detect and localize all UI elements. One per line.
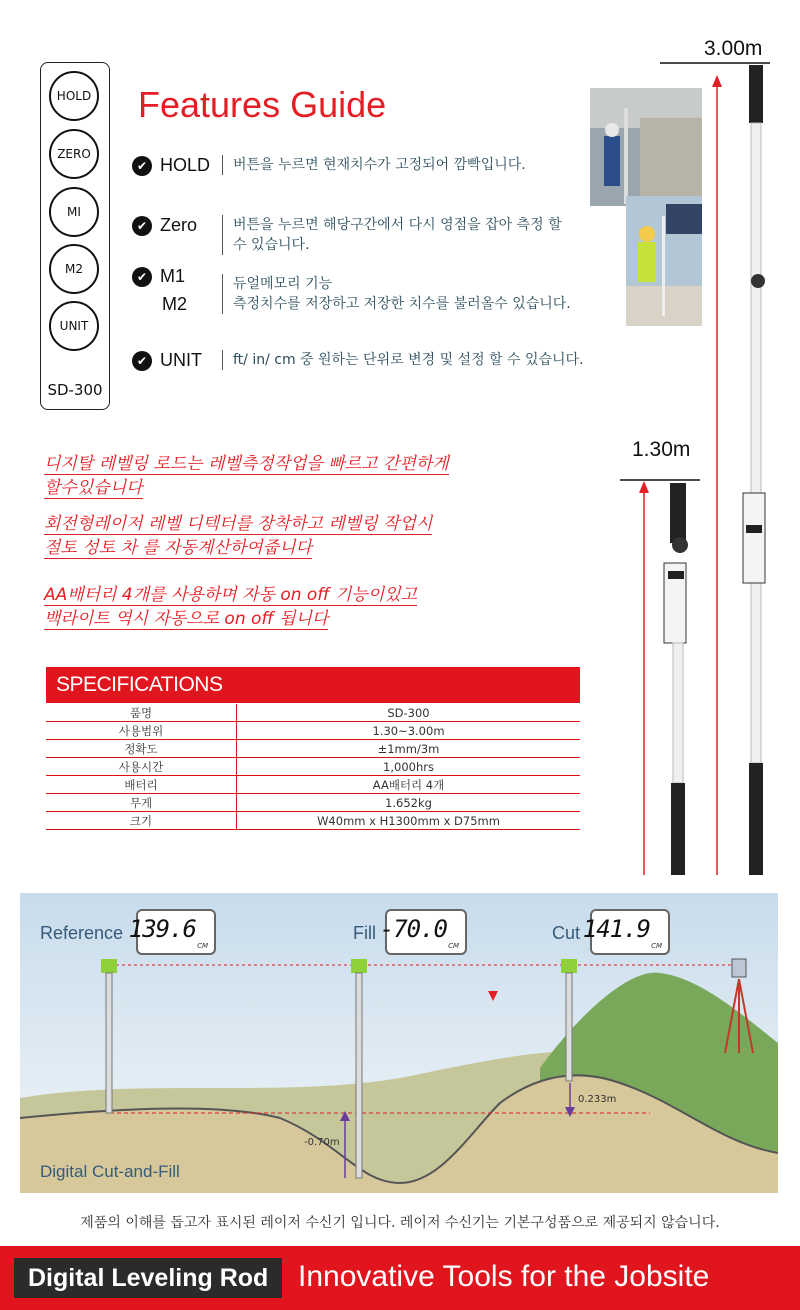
check-icon: ✔ [132, 216, 152, 236]
feature-unit-name: UNIT [160, 350, 202, 370]
reference-label: Reference [40, 923, 124, 943]
note-2-line1: 회전형레이저 레벨 디텍터를 장착하고 레벨링 작업시 [44, 514, 433, 534]
check-icon: ✔ [132, 156, 152, 176]
spec-key: 정확도 [46, 740, 237, 758]
table-row [46, 740, 580, 758]
feature-hold-desc: 버튼을 누르면 현재치수가 고정되어 깜빡입니다. [222, 155, 526, 175]
feature-zero [132, 215, 197, 236]
feature-m1-name: M1 [160, 266, 186, 286]
spec-key: 크기 [46, 812, 237, 830]
table-row [46, 776, 580, 794]
spec-header [46, 667, 580, 703]
feature-memory-desc-line1: 듀얼메모리 기능 [233, 276, 333, 292]
spec-value: W40mm x H1300mm x D75mm [237, 812, 581, 830]
m1-key [49, 187, 99, 237]
spec-value: AA배터리 4개 [237, 776, 581, 794]
check-icon: ✔ [132, 267, 152, 287]
spec-key: 사용시간 [46, 758, 237, 776]
spec-value: 1.652kg [237, 794, 581, 812]
reference-display [128, 909, 216, 955]
feature-hold [132, 155, 210, 176]
height-arrow-short [639, 481, 649, 875]
fill-offset: -0.70m [304, 1137, 340, 1148]
table-row [46, 758, 580, 776]
footer-banner [0, 1246, 800, 1310]
note-1-line2: 할수있습니다 [44, 478, 143, 498]
diagram-caption: Digital Cut-and-Fill [40, 1162, 180, 1181]
spec-value: 1,000hrs [237, 758, 581, 776]
unit-key-label: UNIT [59, 319, 89, 333]
spec-table [46, 704, 580, 830]
spec-value: ±1mm/3m [237, 740, 581, 758]
fill-label: Fill [353, 923, 376, 943]
cut-display [582, 909, 670, 955]
product-tag: Digital Leveling Rod [14, 1258, 282, 1298]
rods-illustration [620, 55, 780, 885]
unit-key [49, 301, 99, 351]
feature-zero-desc: 버튼을 누르면 해당구간에서 다시 영점을 잡아 측정 할 수 있습니다. [222, 215, 563, 255]
rod-min-label: 1.30m [632, 438, 691, 461]
fill-unit: CM [448, 942, 459, 950]
feature-memory-desc-line2: 측정치수를 저장하고 저장한 치수를 불러올수 있습니다. [233, 296, 571, 312]
spec-heading: SPECIFICATIONS [56, 673, 223, 696]
spec-value: 1.30~3.00m [237, 722, 581, 740]
spec-value: SD-300 [237, 704, 581, 722]
table-row [46, 812, 580, 830]
spec-key: 무게 [46, 794, 237, 812]
feature-unit-desc: ft/ in/ cm 중 원하는 단위로 변경 및 설정 할 수 있습니다. [222, 350, 584, 370]
zero-key [49, 129, 99, 179]
slogan: Innovative Tools for the Jobsite [298, 1260, 710, 1293]
page-title: Features Guide [138, 84, 387, 125]
spec-key: 품명 [46, 704, 237, 722]
collapsed-rod [664, 483, 688, 875]
table-row [46, 794, 580, 812]
m1-key-label: MI [67, 205, 81, 219]
feature-m2-name: M2 [162, 294, 188, 314]
note-1-line1: 디지탈 레벨링 로드는 레벨측정작업을 빠르고 간편하게 [44, 454, 449, 474]
hold-key [49, 71, 99, 121]
note-3-line1: AA배터리 4개를 사용하며 자동 on off 기능이있고 [44, 585, 418, 605]
cut-label: Cut [552, 923, 581, 943]
cut-offset: 0.233m [578, 1094, 617, 1105]
device-model: SD-300 [47, 381, 103, 399]
table-row [46, 722, 580, 740]
rod-max-label: 3.00m [704, 37, 763, 60]
height-arrow-tall [712, 75, 722, 875]
check-icon: ✔ [132, 351, 152, 371]
note-3-line2: 백라이트 역시 자동으로 on off 됩니다 [44, 609, 329, 629]
reference-value: 139.6 [128, 915, 196, 943]
m2-key [49, 244, 99, 294]
feature-zero-name: Zero [160, 215, 198, 235]
cut-value: 141.9 [582, 915, 650, 943]
device-panel [40, 62, 110, 410]
hold-key-label: HOLD [56, 89, 92, 103]
spec-key: 사용범위 [46, 722, 237, 740]
note-1 [44, 452, 449, 500]
feature-memory-desc [222, 274, 571, 314]
table-row [46, 704, 580, 722]
disclaimer: 제품의 이해를 돕고자 표시된 레이저 수신기 입니다. 레이저 수신기는 기본구성품으로 제공되지 않습니다. [80, 1215, 720, 1231]
m2-key-label: M2 [65, 262, 83, 276]
note-3 [44, 583, 417, 631]
extended-rod [743, 65, 765, 875]
note-2-line2: 절토 성토 차 를 자동계산하여줍니다 [44, 538, 312, 558]
cut-unit: CM [651, 942, 662, 950]
feature-unit [132, 350, 202, 371]
feature-m1 [132, 266, 185, 287]
reference-unit: CM [197, 942, 208, 950]
note-2 [44, 512, 432, 560]
fill-display [379, 909, 467, 955]
feature-hold-name: HOLD [160, 155, 211, 175]
spec-key: 배터리 [46, 776, 237, 794]
fill-value: -70.0 [379, 915, 447, 943]
zero-key-label: ZERO [57, 147, 91, 161]
